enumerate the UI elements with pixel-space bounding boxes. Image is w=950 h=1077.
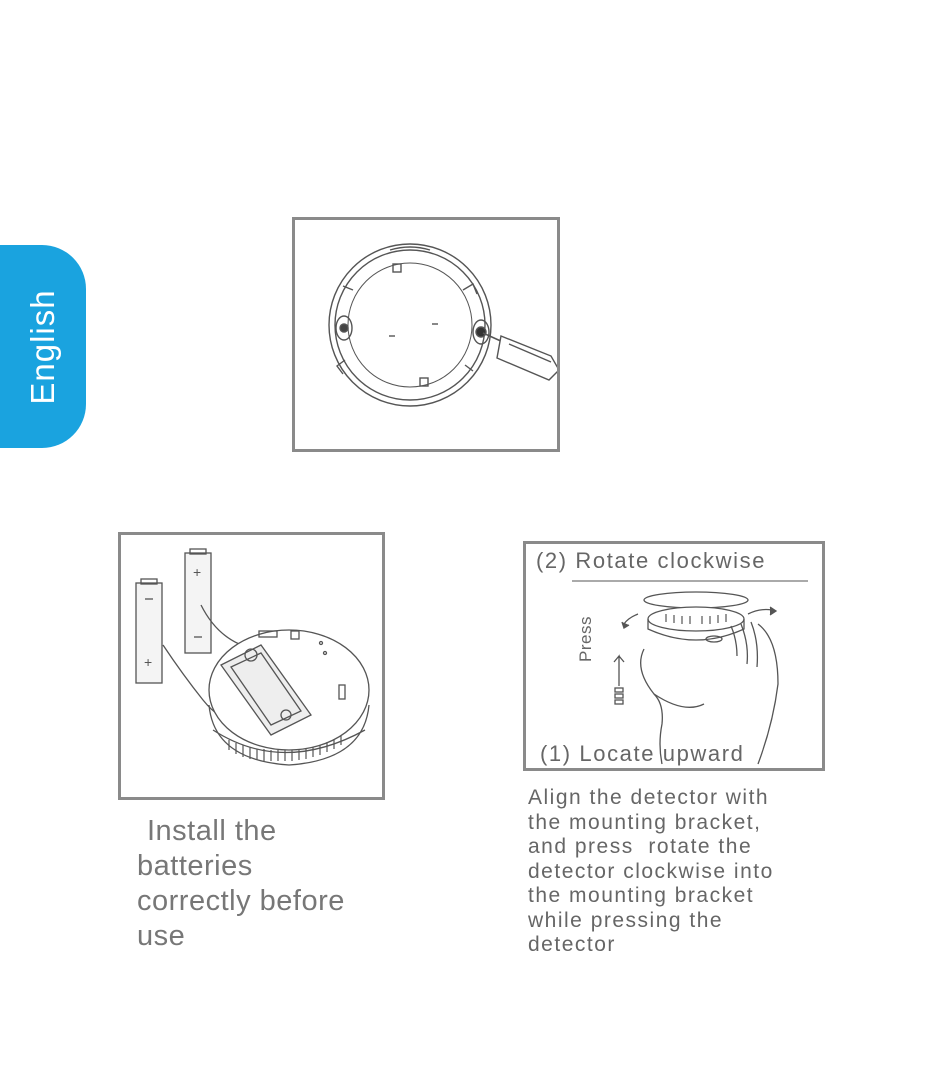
battery-caption <box>137 814 397 954</box>
locate-upward-label: (1) Locate upward <box>540 741 745 766</box>
rotate-detector-figure <box>523 541 825 771</box>
align-caption-line: while pressing the <box>528 908 724 932</box>
press-label: Press <box>576 616 595 662</box>
mounting-bracket-screwdriver-illustration <box>295 220 557 449</box>
rotate-clockwise-label: (2) Rotate clockwise <box>536 548 767 573</box>
language-tab-label: English <box>24 288 61 405</box>
rotate-into-bracket-illustration <box>526 544 822 768</box>
align-caption-line: and press rotate the <box>528 835 753 858</box>
battery-caption-line: batteries <box>137 850 253 882</box>
align-caption-line: detector <box>528 933 616 956</box>
battery-caption-line: correctly before <box>137 885 345 917</box>
language-tab <box>0 245 86 448</box>
svg-text:+: + <box>144 654 153 670</box>
battery-install-illustration <box>121 535 382 797</box>
battery-install-figure <box>118 532 385 800</box>
align-caption-line: the mounting bracket <box>528 884 755 907</box>
mounting-bracket-figure <box>292 217 560 452</box>
align-caption-line: detector clockwise into <box>528 859 774 883</box>
align-caption-line: Align the detector with <box>528 786 770 809</box>
align-caption-line: the mounting bracket, <box>528 810 762 834</box>
align-caption <box>528 786 858 958</box>
svg-text:+: + <box>193 564 202 580</box>
battery-caption-line: Install the <box>147 815 277 847</box>
battery-caption-line: use <box>137 920 186 952</box>
